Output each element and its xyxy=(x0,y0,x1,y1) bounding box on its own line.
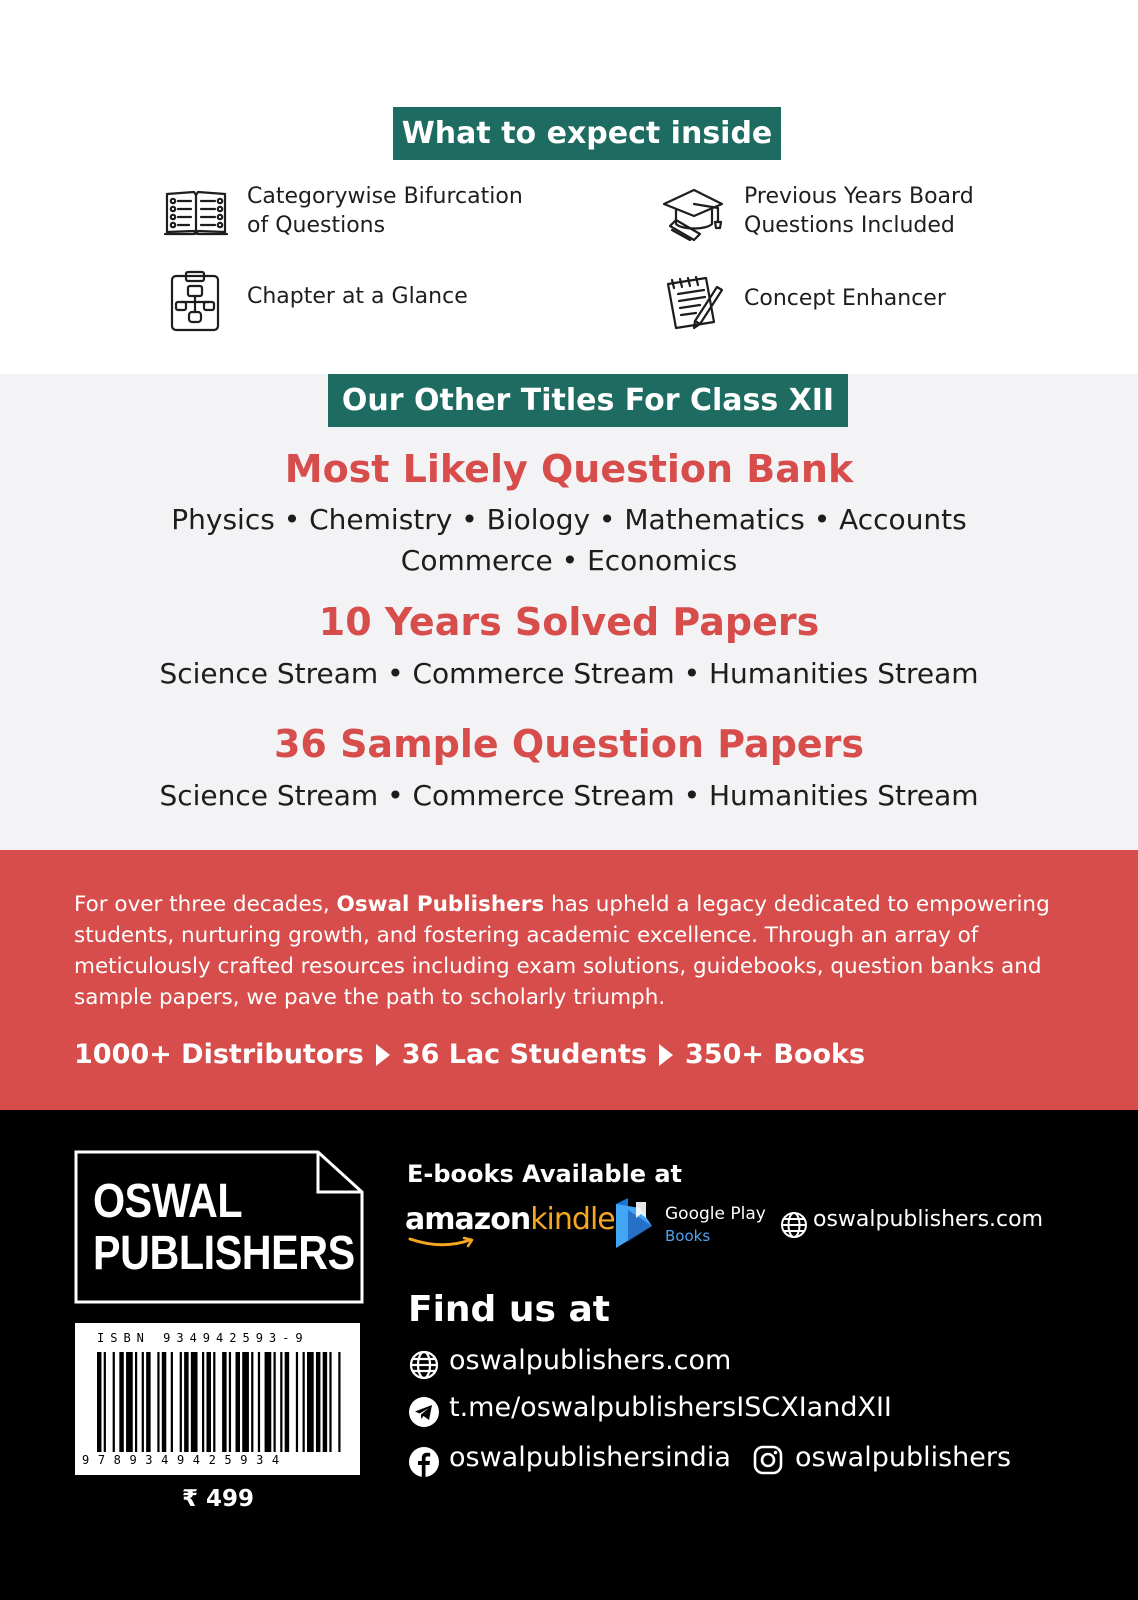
barcode-bar xyxy=(191,1352,198,1452)
arrow-right-icon xyxy=(376,1044,390,1066)
barcode-bar xyxy=(329,1352,331,1452)
barcode-bar xyxy=(251,1352,253,1452)
facebook-icon xyxy=(408,1446,440,1478)
other-titles-heading: Our Other Titles For Class XII xyxy=(328,374,848,427)
title-group-subjects: Science Stream • Commerce Stream • Humanities Stream xyxy=(159,657,979,690)
logo-wordmark xyxy=(93,1176,355,1280)
title-group-subjects: Science Stream • Commerce Stream • Humanities Stream xyxy=(159,779,979,812)
logo-line: PUBLISHERS xyxy=(93,1227,355,1280)
feature-item xyxy=(660,182,1060,248)
feature-line: Previous Years Board xyxy=(744,184,974,209)
barcode-bar xyxy=(307,1352,314,1452)
barcode-bar xyxy=(242,1352,249,1452)
title-group-heading: 10 Years Solved Papers xyxy=(318,600,820,644)
feature-line: Concept Enhancer xyxy=(744,286,946,311)
kindle-text: kindle xyxy=(530,1202,615,1237)
barcode-bar xyxy=(213,1352,215,1452)
barcode-bar xyxy=(206,1352,210,1452)
stats-row xyxy=(74,1039,865,1070)
globe-icon xyxy=(408,1349,440,1381)
website-link[interactable]: oswalpublishers.com xyxy=(449,1345,732,1376)
barcode-bar xyxy=(135,1352,137,1452)
facebook-link[interactable]: oswalpublishersindia xyxy=(449,1442,731,1473)
find-us-heading: Find us at xyxy=(408,1289,610,1330)
google-play-text: Google Play xyxy=(665,1204,766,1224)
ebook-website-link[interactable]: oswalpublishers.com xyxy=(813,1207,1044,1232)
expect-heading: What to expect inside xyxy=(393,107,781,160)
ebooks-label: E-books Available at xyxy=(407,1160,683,1188)
barcode-bar xyxy=(146,1352,150,1452)
barcode-bar xyxy=(316,1352,320,1452)
feature-line: of Questions xyxy=(247,213,386,238)
logo-line: OSWAL xyxy=(93,1175,243,1228)
barcode-bars xyxy=(97,1352,345,1452)
barcode-bar xyxy=(157,1352,159,1452)
title-group-subjects: Physics • Chemistry • Biology • Mathematics • Accounts xyxy=(171,503,967,536)
isbn-top-text: ISBN 934942593-9 xyxy=(97,1331,309,1345)
price: ₹ 499 xyxy=(182,1486,255,1512)
instagram-link[interactable]: oswalpublishers xyxy=(795,1442,1012,1473)
arrow-right-icon xyxy=(659,1044,673,1066)
feature-item xyxy=(163,268,583,334)
barcode-bar xyxy=(323,1352,327,1452)
barcode-bar xyxy=(222,1352,226,1452)
about-text: For over three decades, xyxy=(74,892,337,917)
google-play-books-icon[interactable] xyxy=(612,1198,656,1250)
stat-distributors: 1000+ Distributors xyxy=(74,1039,364,1070)
barcode-bar xyxy=(280,1352,282,1452)
title-group-heading: Most Likely Question Bank xyxy=(284,447,854,491)
barcode-bar xyxy=(180,1352,182,1452)
globe-icon xyxy=(779,1210,809,1240)
barcode-bar xyxy=(113,1352,115,1452)
barcode-bar xyxy=(119,1352,123,1452)
barcode-bar xyxy=(303,1352,305,1452)
barcode-bar xyxy=(202,1352,204,1452)
barcode-bar xyxy=(236,1352,240,1452)
barcode-bar xyxy=(104,1352,106,1452)
feature-line: Questions Included xyxy=(744,213,955,238)
feature-line: Chapter at a Glance xyxy=(247,284,468,309)
feature-item xyxy=(660,270,1060,336)
notepad-pencil-icon xyxy=(660,270,726,336)
feature-item xyxy=(163,182,583,248)
about-text: has upheld a legacy dedicated to empowering students, nurturing growth, and fostering academic excellence. Through an array of meticulously crafted resources including exam solutions, guidebooks, question banks and sample papers, we pave the path to scholarly triumph. xyxy=(74,892,1050,1010)
barcode-bar xyxy=(142,1352,144,1452)
barcode-bar xyxy=(285,1352,289,1452)
barcode-bar xyxy=(274,1352,276,1452)
feature-line: Categorywise Bifurcation xyxy=(247,184,523,209)
isbn-bottom-text: 9789349425934 xyxy=(82,1453,288,1467)
about-paragraph xyxy=(74,889,1084,1013)
title-group-heading: 36 Sample Question Papers xyxy=(273,722,865,766)
barcode-bar xyxy=(229,1352,231,1452)
barcode-bar xyxy=(184,1352,188,1452)
barcode-bar xyxy=(296,1352,298,1452)
title-group-subjects: Commerce • Economics xyxy=(400,544,738,577)
barcode-bar xyxy=(258,1352,260,1452)
telegram-icon xyxy=(408,1396,440,1428)
stat-books: 350+ Books xyxy=(685,1039,866,1070)
barcode-bar xyxy=(338,1352,340,1452)
book-checklist-icon xyxy=(163,182,229,248)
barcode-bar xyxy=(97,1352,101,1452)
clipboard-flowchart-icon xyxy=(163,268,229,334)
amazon-smile-icon xyxy=(408,1236,478,1250)
barcode-bar xyxy=(126,1352,133,1452)
instagram-icon xyxy=(752,1444,784,1476)
barcode-bar xyxy=(171,1352,173,1452)
brand-name: Oswal Publishers xyxy=(336,892,545,917)
barcode-bar xyxy=(162,1352,166,1452)
graduation-cap-icon xyxy=(660,182,726,248)
barcode-bar xyxy=(265,1352,272,1452)
amazon-kindle-logo[interactable] xyxy=(405,1202,615,1237)
telegram-link[interactable]: t.me/oswalpublishersISCXIandXII xyxy=(449,1392,892,1423)
google-play-books-text: Books xyxy=(665,1227,711,1245)
amazon-text: amazon xyxy=(405,1202,531,1237)
stat-students: 36 Lac Students xyxy=(401,1039,647,1070)
